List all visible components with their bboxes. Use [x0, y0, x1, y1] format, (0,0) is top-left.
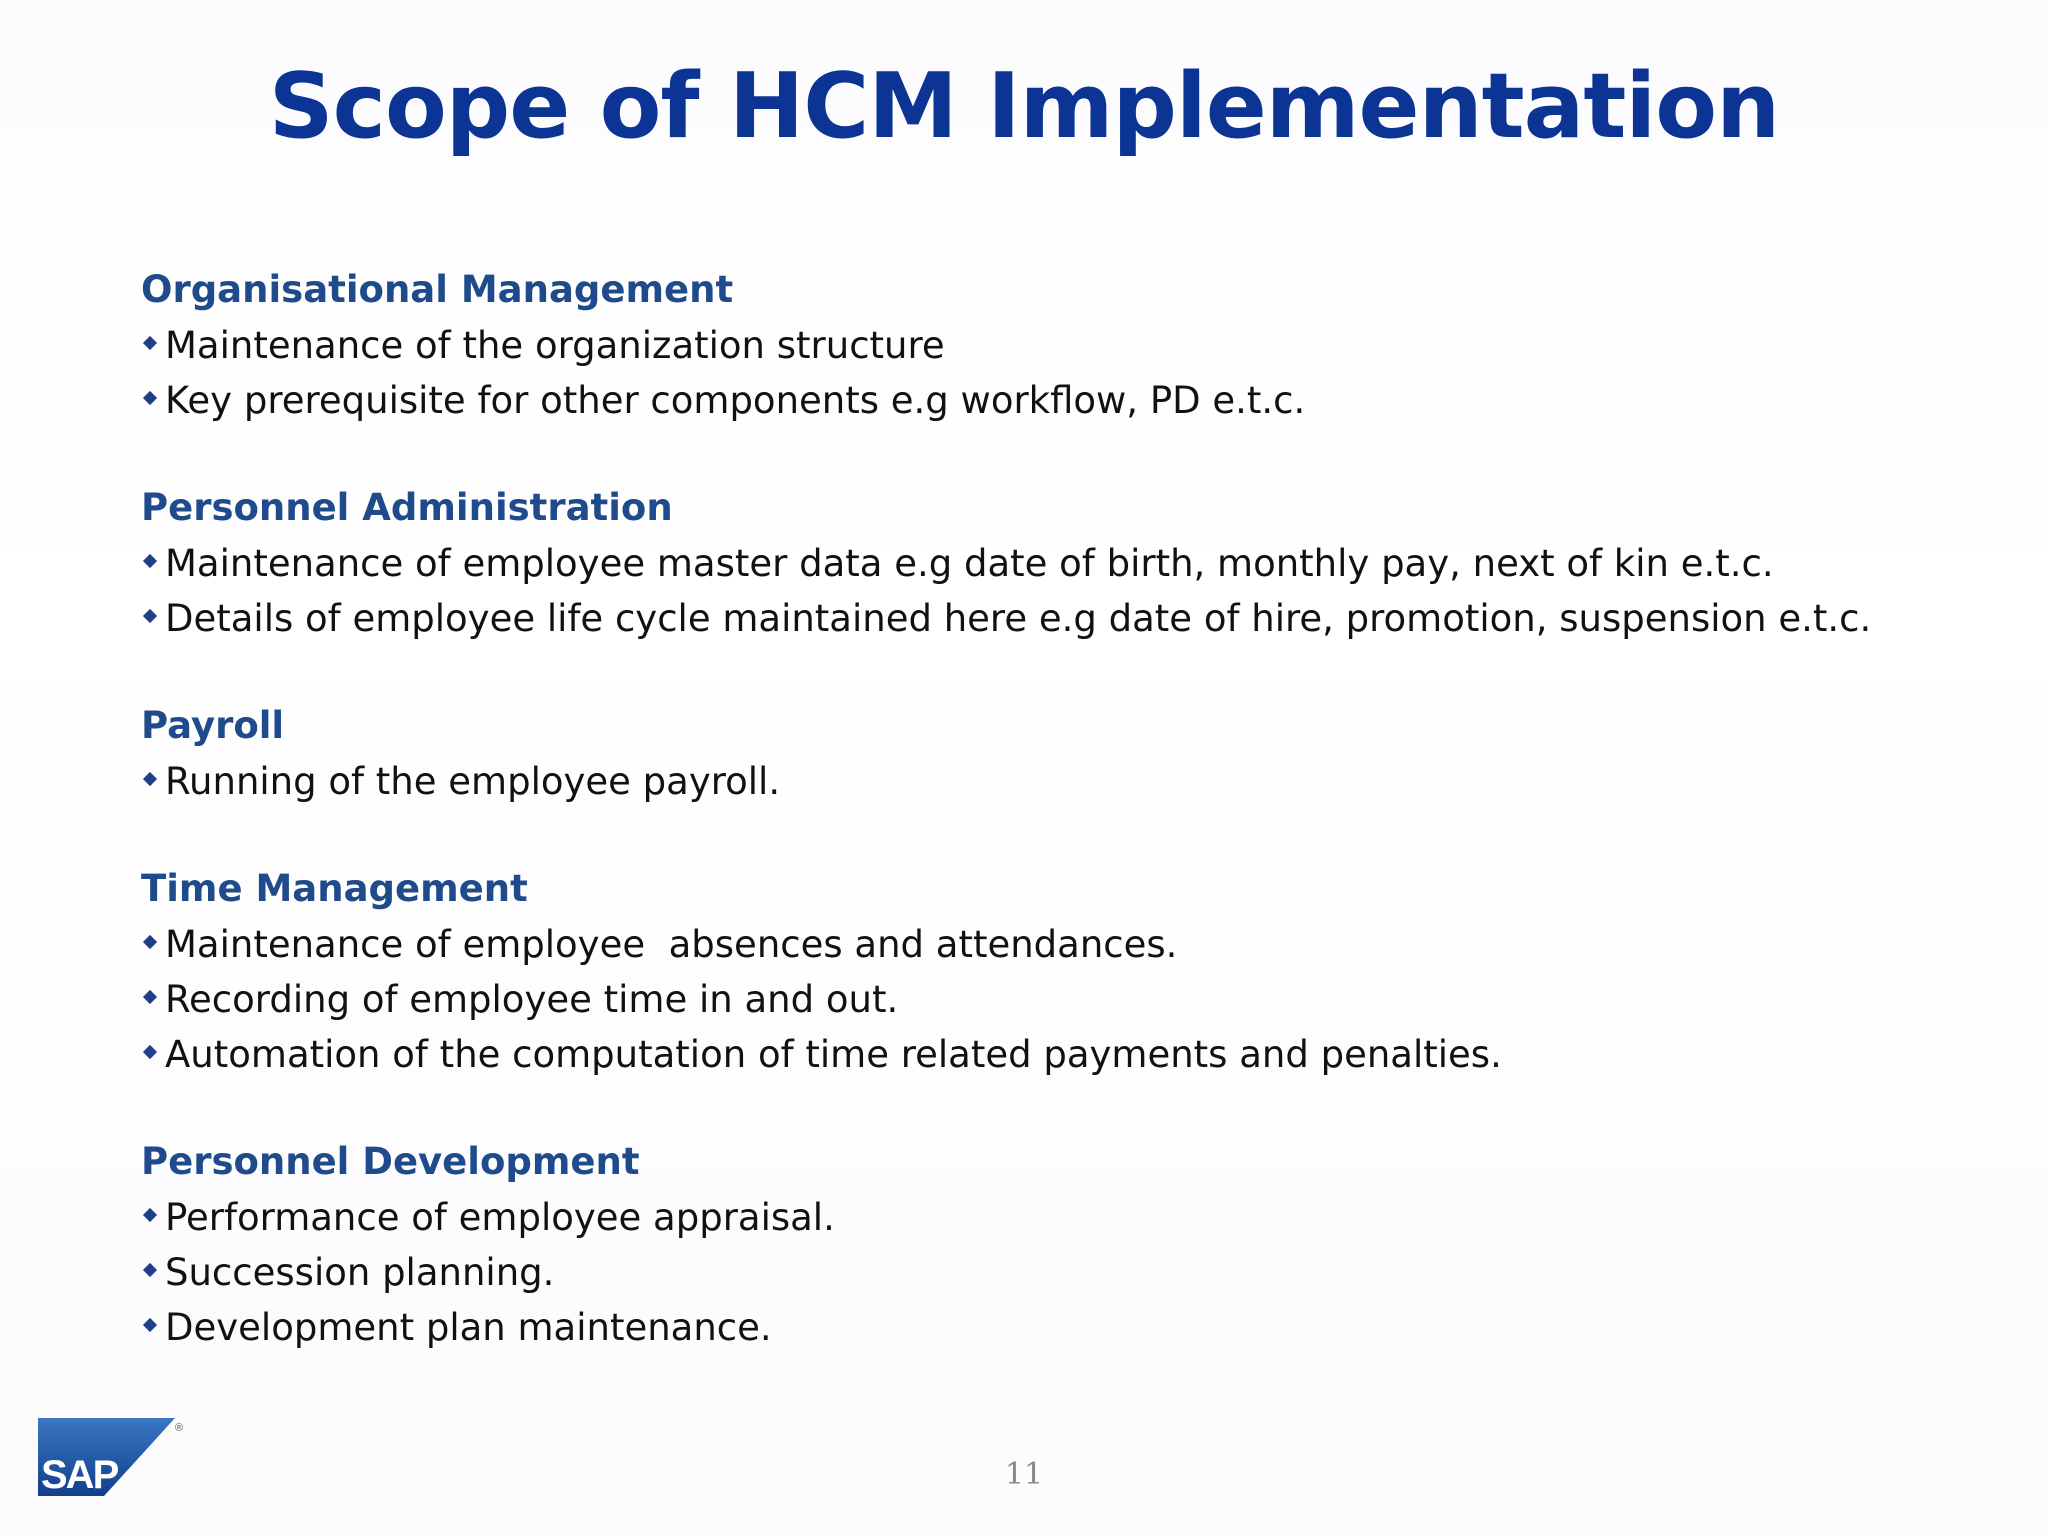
bullet-item: [141, 318, 1961, 373]
bullet-text: Performance of employee appraisal.: [165, 1196, 835, 1239]
section-heading: Personnel Administration: [141, 486, 673, 529]
section-heading: Time Management: [141, 867, 528, 910]
slide-title: Scope of HCM Implementation: [268, 54, 1780, 159]
diamond-bullet-icon: [143, 772, 157, 786]
bullet-text: Running of the employee payroll.: [165, 760, 781, 803]
section-personnel-administration: [141, 480, 1961, 646]
bullet-text: Maintenance of employee absences and attendances.: [165, 923, 1178, 966]
bullet-text: Maintenance of employee master data e.g date of birth, monthly pay, next of kin e.t.c.: [165, 542, 1774, 585]
section-heading: Payroll: [141, 704, 285, 747]
bullet-text: Development plan maintenance.: [165, 1306, 772, 1349]
diamond-bullet-icon: [143, 1045, 157, 1059]
bullet-text: Succession planning.: [165, 1251, 555, 1294]
bullet-item: [141, 1027, 1961, 1082]
section-payroll: [141, 698, 1961, 809]
bullet-list: [141, 1190, 1961, 1355]
slide-content: [141, 262, 1961, 1407]
page-number: 11: [1004, 1457, 1044, 1492]
diamond-bullet-icon: [143, 1263, 157, 1277]
section-time-management: [141, 861, 1961, 1082]
diamond-bullet-icon: [143, 391, 157, 405]
bullet-item: [141, 1300, 1961, 1355]
diamond-bullet-icon: [143, 1208, 157, 1222]
bullet-item: [141, 754, 1961, 809]
bullet-list: [141, 536, 1961, 646]
sap-logo-text: SAP: [41, 1453, 118, 1496]
bullet-item: [141, 536, 1961, 591]
bullet-item: [141, 1245, 1961, 1300]
bullet-item: [141, 972, 1961, 1027]
diamond-bullet-icon: [143, 336, 157, 350]
section-organisational-management: [141, 262, 1961, 428]
bullet-item: [141, 1190, 1961, 1245]
bullet-list: [141, 318, 1961, 428]
diamond-bullet-icon: [143, 935, 157, 949]
diamond-bullet-icon: [143, 1318, 157, 1332]
bullet-list: [141, 754, 1961, 809]
bullet-text: Automation of the computation of time related payments and penalties.: [165, 1033, 1502, 1076]
bullet-item: [141, 917, 1961, 972]
bullet-text: Key prerequisite for other components e.g workflow, PD e.t.c.: [165, 379, 1306, 422]
section-heading: Organisational Management: [141, 268, 734, 311]
bullet-item: [141, 591, 1961, 646]
diamond-bullet-icon: [143, 609, 157, 623]
bullet-text: Details of employee life cycle maintained here e.g date of hire, promotion, suspension e.t.c.: [165, 597, 1872, 640]
section-heading: Personnel Development: [141, 1140, 640, 1183]
section-personnel-development: [141, 1134, 1961, 1355]
registered-mark: ®: [175, 1422, 184, 1434]
bullet-text: Recording of employee time in and out.: [165, 978, 899, 1021]
diamond-bullet-icon: [143, 990, 157, 1004]
diamond-bullet-icon: [143, 554, 157, 568]
bullet-item: [141, 373, 1961, 428]
bullet-list: [141, 917, 1961, 1082]
bullet-text: Maintenance of the organization structure: [165, 324, 945, 367]
